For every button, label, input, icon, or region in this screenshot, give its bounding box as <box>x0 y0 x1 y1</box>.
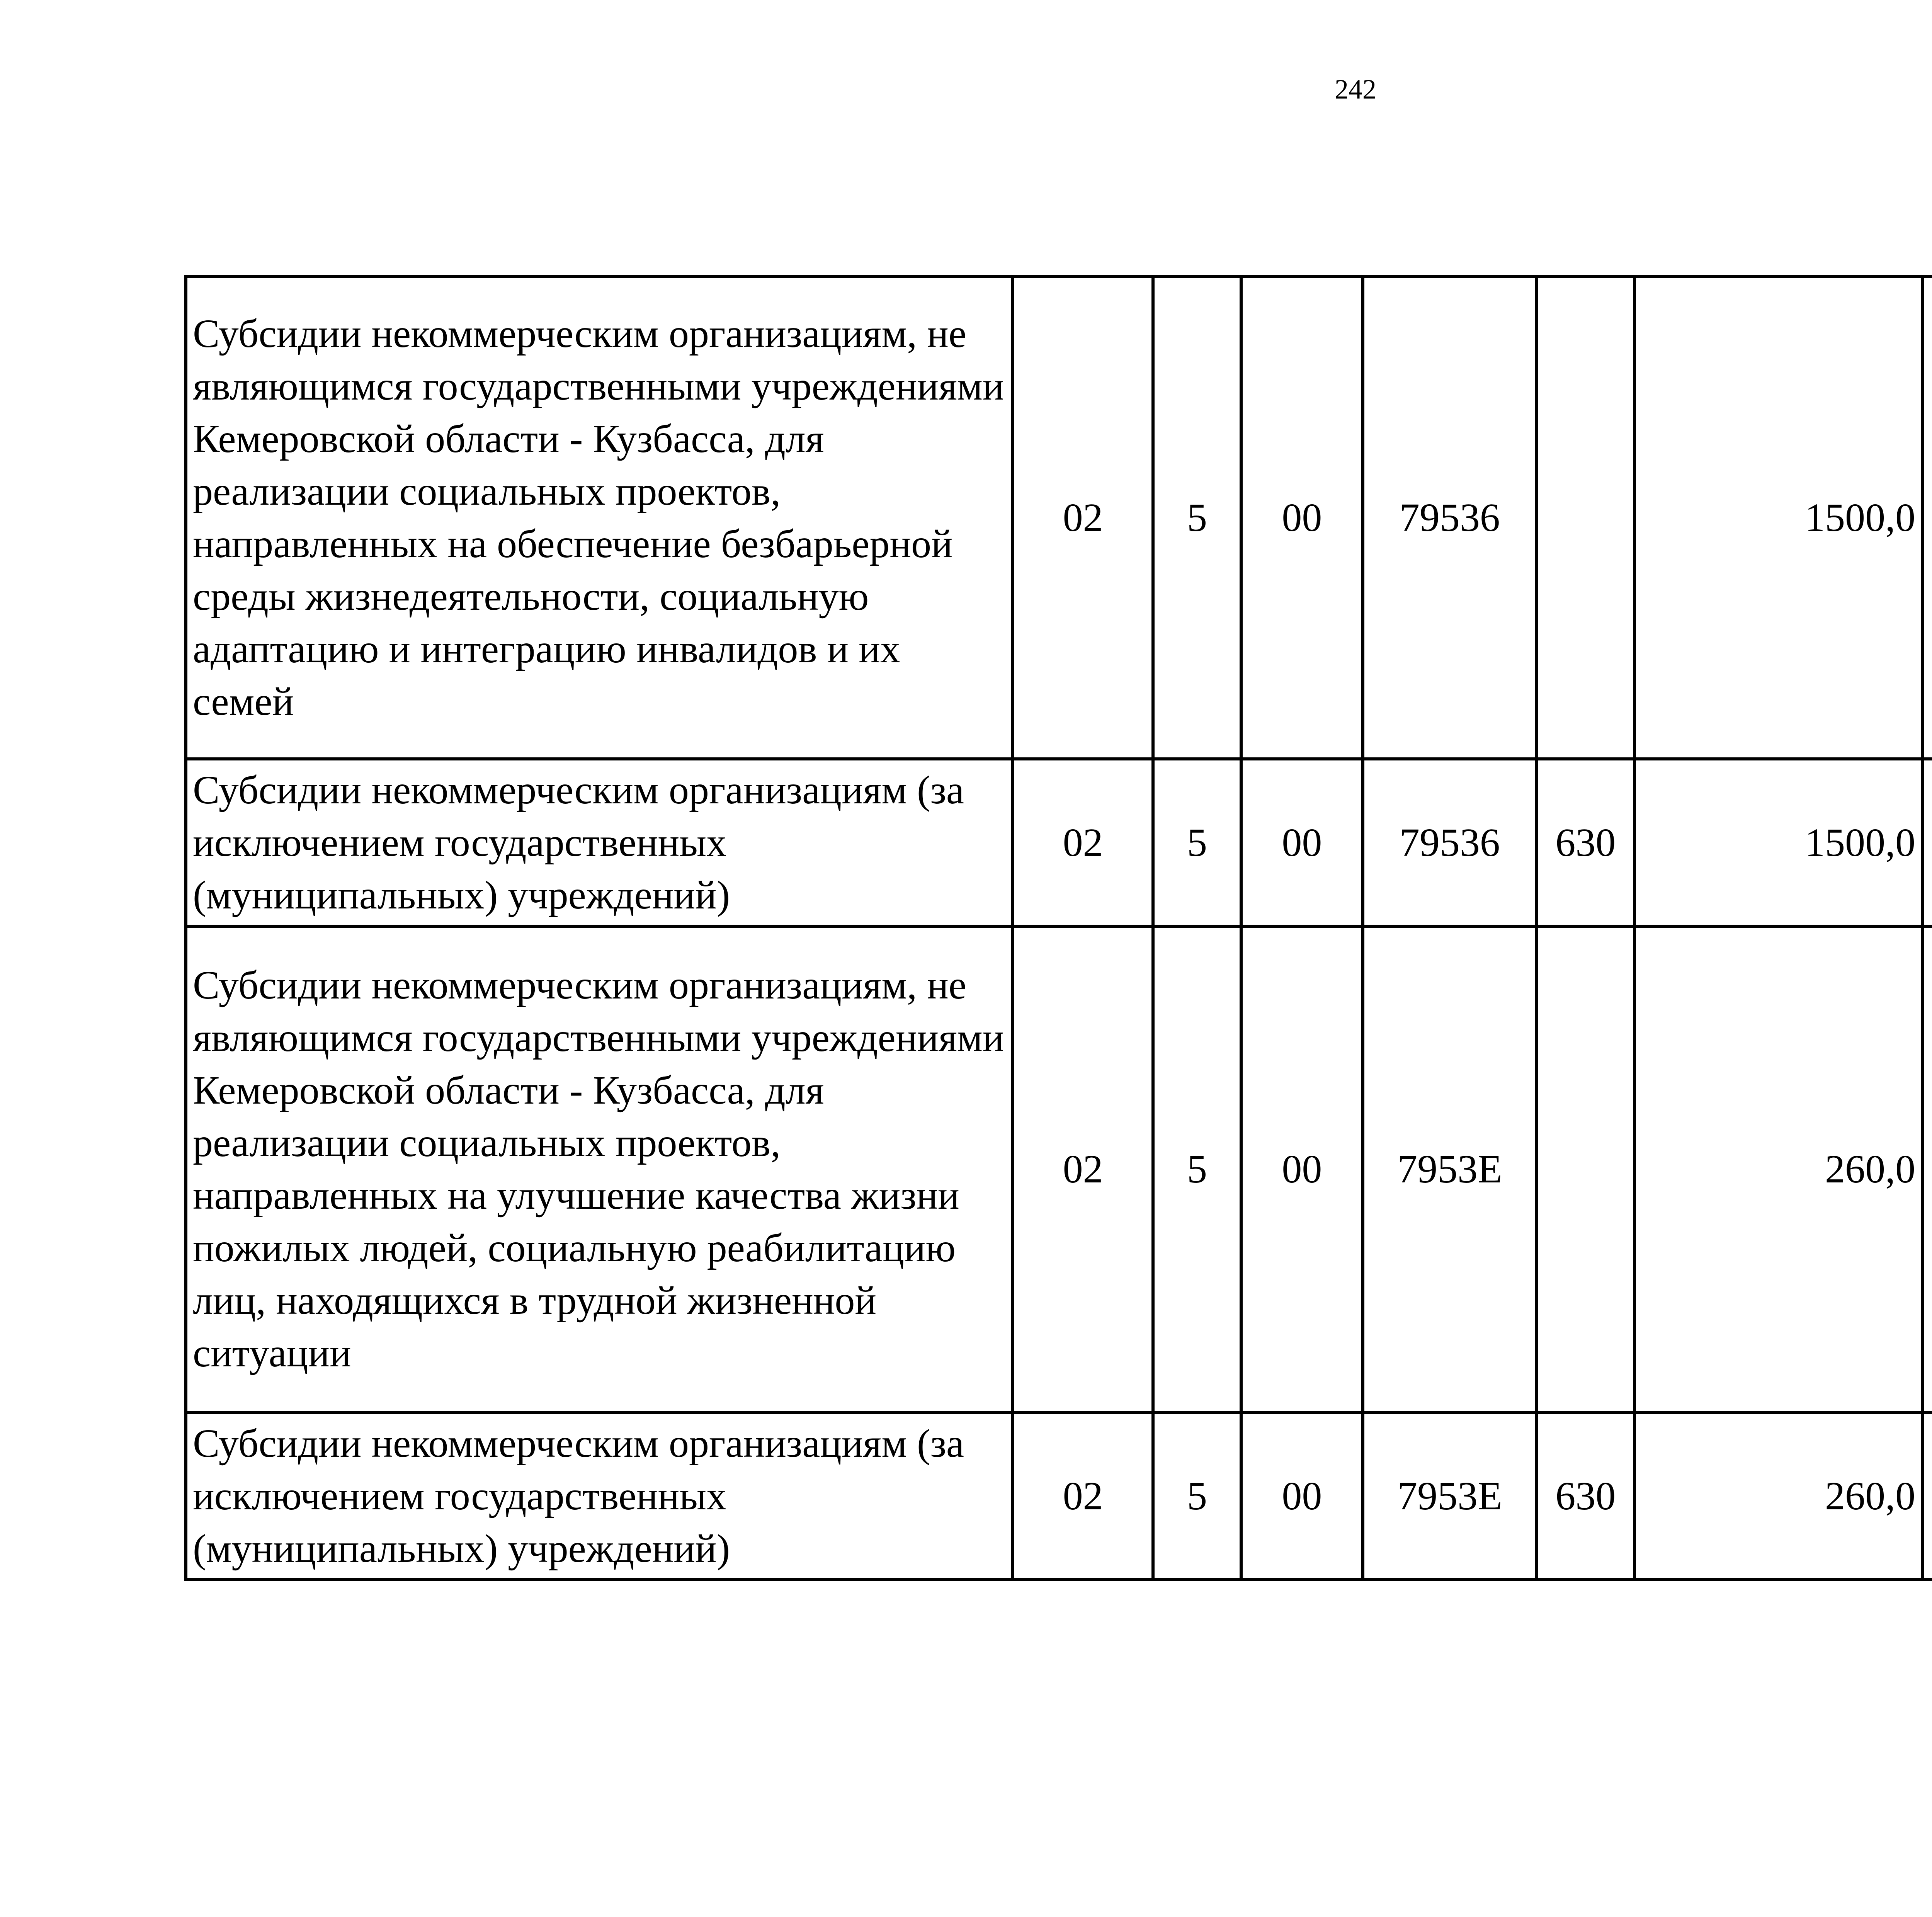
direction-code: 7953Е <box>1363 926 1537 1412</box>
amount-year-1: 260,0 <box>1634 926 1922 1412</box>
expense-type-code <box>1537 926 1634 1412</box>
subprogram-code: 00 <box>1241 1412 1363 1580</box>
program-code: 5 <box>1153 759 1241 926</box>
amount-year-2 <box>1922 926 1932 1412</box>
direction-code: 79536 <box>1363 277 1537 759</box>
program-code: 5 <box>1153 277 1241 759</box>
row-description: Субсидии некоммерческим организациям, не являющимся государственными учреждениями Кемеровской области - Кузбасса, для реализации социальных проектов, направленных на обеспечение безбарьерной среды жизнедеятельности, социальную адаптацию и интеграцию инвалидов и их семей <box>186 277 1013 759</box>
subprogram-code: 00 <box>1241 277 1363 759</box>
section-code: 02 <box>1013 1412 1153 1580</box>
section-code: 02 <box>1013 759 1153 926</box>
amount-year-2 <box>1922 1412 1932 1580</box>
direction-code: 79536 <box>1363 759 1537 926</box>
page-number: 242 <box>1335 74 1376 105</box>
table-row <box>186 926 1932 1412</box>
table-row <box>186 277 1932 759</box>
amount-year-1: 260,0 <box>1634 1412 1922 1580</box>
amount-year-2 <box>1922 277 1932 759</box>
program-code: 5 <box>1153 1412 1241 1580</box>
row-description: Субсидии некоммерческим организациям (за исключением государственных (муниципальных) учреждений) <box>186 759 1013 926</box>
table-row <box>186 1412 1932 1580</box>
row-description: Субсидии некоммерческим организациям, не являющимся государственными учреждениями Кемеровской области - Кузбасса, для реализации социальных проектов, направленных на улучшение качества жизни пожилых людей, социальную реабилитацию лиц, находящихся в трудной жизненной ситуации <box>186 926 1013 1412</box>
expense-type-code <box>1537 277 1634 759</box>
expense-type-code: 630 <box>1537 1412 1634 1580</box>
row-description: Субсидии некоммерческим организациям (за исключением государственных (муниципальных) учреждений) <box>186 1412 1013 1580</box>
direction-code: 7953Е <box>1363 1412 1537 1580</box>
program-code: 5 <box>1153 926 1241 1412</box>
expense-type-code: 630 <box>1537 759 1634 926</box>
budget-table <box>184 275 1932 1581</box>
subprogram-code: 00 <box>1241 926 1363 1412</box>
section-code: 02 <box>1013 926 1153 1412</box>
amount-year-1: 1500,0 <box>1634 759 1922 926</box>
amount-year-2 <box>1922 759 1932 926</box>
table-row <box>186 759 1932 926</box>
section-code: 02 <box>1013 277 1153 759</box>
amount-year-1: 1500,0 <box>1634 277 1922 759</box>
subprogram-code: 00 <box>1241 759 1363 926</box>
